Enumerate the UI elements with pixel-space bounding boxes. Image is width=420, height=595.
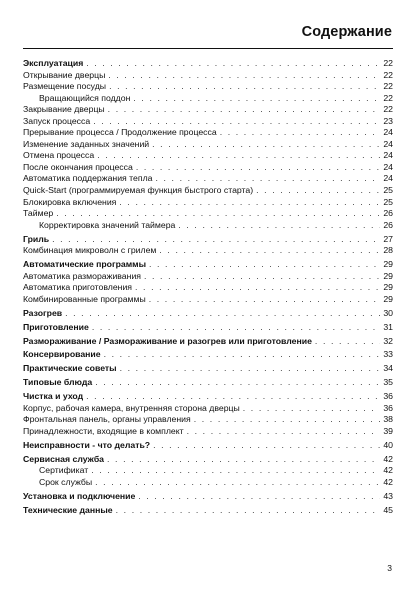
toc-entry-page: 23 bbox=[383, 115, 393, 126]
toc-entry bbox=[23, 336, 393, 348]
toc-leader-dots bbox=[133, 93, 380, 105]
toc-entry-page: 29 bbox=[383, 259, 393, 270]
toc-leader-dots bbox=[56, 208, 380, 220]
toc-entry-label: Типовые блюда bbox=[23, 377, 93, 388]
toc-entry-label: Quick-Start (программируемая функция быстрого старта) bbox=[23, 185, 254, 196]
toc-leader-dots bbox=[149, 259, 380, 271]
toc-entry-page: 26 bbox=[383, 219, 393, 230]
toc-entry bbox=[23, 465, 393, 477]
toc-entry bbox=[23, 505, 393, 517]
toc-entry-page: 30 bbox=[383, 307, 393, 318]
toc-leader-dots bbox=[149, 294, 380, 306]
toc-entry-label: Размещение посуды bbox=[23, 81, 107, 92]
toc-entry-page: 24 bbox=[383, 138, 393, 149]
toc-entry bbox=[23, 491, 393, 503]
toc-leader-dots bbox=[315, 336, 380, 348]
toc-entry-page: 31 bbox=[383, 321, 393, 332]
toc-leader-dots bbox=[119, 197, 380, 209]
toc-entry bbox=[23, 391, 393, 403]
toc-entry-page: 36 bbox=[383, 391, 393, 402]
toc-entry-label: Комбинированные программы bbox=[23, 293, 146, 304]
toc-entry bbox=[23, 116, 393, 128]
toc-entry bbox=[23, 162, 393, 174]
toc-leader-dots bbox=[91, 465, 380, 477]
toc-leader-dots bbox=[153, 440, 380, 452]
toc-entry-label: Автоматика приготовления bbox=[23, 282, 133, 293]
toc-entry-label: Технические данные bbox=[23, 504, 113, 515]
toc-entry bbox=[23, 139, 393, 151]
toc-entry-label: Гриль bbox=[23, 233, 50, 244]
toc-leader-dots bbox=[256, 185, 380, 197]
toc-entry bbox=[23, 234, 393, 246]
toc-leader-dots bbox=[108, 104, 380, 116]
toc-leader-dots bbox=[107, 454, 380, 466]
toc-entry-page: 39 bbox=[383, 425, 393, 436]
toc-entry-page: 22 bbox=[383, 58, 393, 68]
toc-entry-page: 42 bbox=[383, 476, 393, 487]
toc-entry-page: 35 bbox=[383, 377, 393, 388]
toc-leader-dots bbox=[120, 363, 380, 375]
toc-entry-page: 42 bbox=[383, 453, 393, 464]
toc-entry bbox=[23, 220, 393, 232]
toc-entry-label: Размораживание / Размораживание и разогрев или приготовление bbox=[23, 335, 312, 346]
toc-entry bbox=[23, 440, 393, 452]
toc-entry-page: 29 bbox=[383, 270, 393, 281]
toc-entry-label: Разогрев bbox=[23, 307, 63, 318]
toc-entry-page: 22 bbox=[383, 104, 393, 115]
toc-leader-dots bbox=[97, 150, 380, 162]
table-of-contents bbox=[23, 58, 393, 516]
toc-entry-label: Установка и подключение bbox=[23, 490, 136, 501]
toc-entry-label: Фронтальная панель, органы управления bbox=[23, 414, 191, 425]
toc-entry-page: 28 bbox=[383, 245, 393, 256]
toc-entry-label: Консервирование bbox=[23, 349, 101, 360]
toc-entry-label: Закрывание дверцы bbox=[23, 104, 105, 115]
toc-leader-dots bbox=[138, 491, 380, 503]
toc-entry-label: Автоматические программы bbox=[23, 259, 146, 270]
toc-leader-dots bbox=[65, 308, 380, 320]
toc-entry-page: 22 bbox=[383, 81, 393, 92]
toc-entry-label: Корпус, рабочая камера, внутренняя сторона дверцы bbox=[23, 402, 240, 413]
toc-entry bbox=[23, 349, 393, 361]
toc-entry-label: Блокировка включения bbox=[23, 196, 117, 207]
toc-entry-label: После окончания процесса bbox=[23, 161, 133, 172]
toc-entry-label: Практические советы bbox=[23, 363, 117, 374]
toc-leader-dots bbox=[152, 139, 380, 151]
toc-entry-page: 29 bbox=[383, 293, 393, 304]
toc-entry-page: 24 bbox=[383, 173, 393, 184]
toc-entry-page: 24 bbox=[383, 150, 393, 161]
toc-leader-dots bbox=[95, 477, 380, 489]
toc-entry bbox=[23, 322, 393, 334]
toc-entry bbox=[23, 58, 393, 70]
toc-entry-label: Принадлежности, входящие в комплект bbox=[23, 425, 184, 436]
toc-entry-label: Эксплуатация bbox=[23, 58, 84, 68]
toc-entry-page: 32 bbox=[383, 335, 393, 346]
toc-entry bbox=[23, 426, 393, 438]
toc-leader-dots bbox=[194, 414, 380, 426]
toc-entry-page: 27 bbox=[383, 233, 393, 244]
toc-entry-label: Автоматика поддержания тепла bbox=[23, 173, 153, 184]
toc-entry bbox=[23, 70, 393, 82]
toc-leader-dots bbox=[243, 403, 380, 415]
toc-entry bbox=[23, 81, 393, 93]
toc-entry bbox=[23, 93, 393, 105]
toc-entry-page: 45 bbox=[383, 504, 393, 515]
toc-entry-page: 24 bbox=[383, 161, 393, 172]
toc-leader-dots bbox=[136, 162, 380, 174]
toc-entry-page: 34 bbox=[383, 363, 393, 374]
toc-entry bbox=[23, 271, 393, 283]
toc-entry-page: 25 bbox=[383, 185, 393, 196]
toc-entry-label: Вращающийся поддон bbox=[39, 92, 131, 103]
toc-entry bbox=[23, 477, 393, 489]
toc-entry bbox=[23, 245, 393, 257]
toc-leader-dots bbox=[187, 426, 380, 438]
page-number: 3 bbox=[387, 563, 392, 573]
toc-entry-label: Чистка и уход bbox=[23, 391, 84, 402]
toc-entry-page: 29 bbox=[383, 282, 393, 293]
toc-entry-label: Прерывание процесса / Продолжение процесса bbox=[23, 127, 217, 138]
toc-entry-page: 40 bbox=[383, 439, 393, 450]
toc-entry-label: Сертификат bbox=[39, 465, 89, 476]
toc-entry bbox=[23, 104, 393, 116]
toc-entry-label: Комбинация микроволн с грилем bbox=[23, 245, 157, 256]
toc-leader-dots bbox=[159, 245, 380, 257]
toc-entry bbox=[23, 308, 393, 320]
toc-entry-page: 36 bbox=[383, 402, 393, 413]
toc-entry-label: Запуск процесса bbox=[23, 115, 91, 126]
toc-entry-page: 38 bbox=[383, 414, 393, 425]
toc-entry-label: Неисправности - что делать? bbox=[23, 439, 151, 450]
toc-entry bbox=[23, 454, 393, 466]
toc-leader-dots bbox=[156, 173, 381, 185]
toc-entry bbox=[23, 294, 393, 306]
toc-entry-page: 26 bbox=[383, 208, 393, 219]
toc-leader-dots bbox=[220, 127, 380, 139]
toc-entry-page: 33 bbox=[383, 349, 393, 360]
toc-entry bbox=[23, 185, 393, 197]
toc-entry bbox=[23, 377, 393, 389]
toc-entry-label: Сервисная служба bbox=[23, 453, 105, 464]
toc-entry-label: Автоматика размораживания bbox=[23, 270, 141, 281]
toc-entry-label: Срок службы bbox=[39, 476, 93, 487]
toc-entry-label: Таймер bbox=[23, 208, 54, 219]
toc-entry-label: Приготовление bbox=[23, 321, 89, 332]
toc-leader-dots bbox=[86, 391, 380, 403]
toc-entry-page: 22 bbox=[383, 92, 393, 103]
toc-leader-dots bbox=[52, 234, 380, 246]
toc-entry-label: Изменение заданных значений bbox=[23, 138, 150, 149]
toc-entry-page: 43 bbox=[383, 490, 393, 501]
toc-leader-dots bbox=[116, 505, 380, 517]
toc-entry-page: 22 bbox=[383, 69, 393, 80]
toc-leader-dots bbox=[109, 81, 380, 93]
toc-entry bbox=[23, 363, 393, 375]
toc-entry bbox=[23, 403, 393, 415]
toc-entry bbox=[23, 208, 393, 220]
toc-entry bbox=[23, 197, 393, 209]
toc-leader-dots bbox=[144, 271, 380, 283]
toc-leader-dots bbox=[92, 322, 380, 334]
toc-leader-dots bbox=[86, 58, 380, 70]
toc-entry-label: Корректировка значений таймера bbox=[39, 219, 176, 230]
page-title: Содержание bbox=[301, 24, 392, 40]
toc-leader-dots bbox=[93, 116, 380, 128]
toc-leader-dots bbox=[95, 377, 380, 389]
toc-entry-label: Открывание дверцы bbox=[23, 69, 106, 80]
toc-entry-page: 24 bbox=[383, 127, 393, 138]
toc-entry bbox=[23, 282, 393, 294]
toc-leader-dots bbox=[104, 349, 380, 361]
toc-entry bbox=[23, 414, 393, 426]
toc-entry-label: Отмена процесса bbox=[23, 150, 95, 161]
toc-entry bbox=[23, 259, 393, 271]
toc-leader-dots bbox=[108, 70, 380, 82]
toc-entry bbox=[23, 127, 393, 139]
toc-entry-page: 25 bbox=[383, 196, 393, 207]
toc-leader-dots bbox=[178, 220, 380, 232]
toc-leader-dots bbox=[135, 282, 380, 294]
toc-entry-page: 42 bbox=[383, 465, 393, 476]
toc-entry bbox=[23, 150, 393, 162]
toc-entry bbox=[23, 173, 393, 185]
title-rule bbox=[23, 48, 393, 49]
